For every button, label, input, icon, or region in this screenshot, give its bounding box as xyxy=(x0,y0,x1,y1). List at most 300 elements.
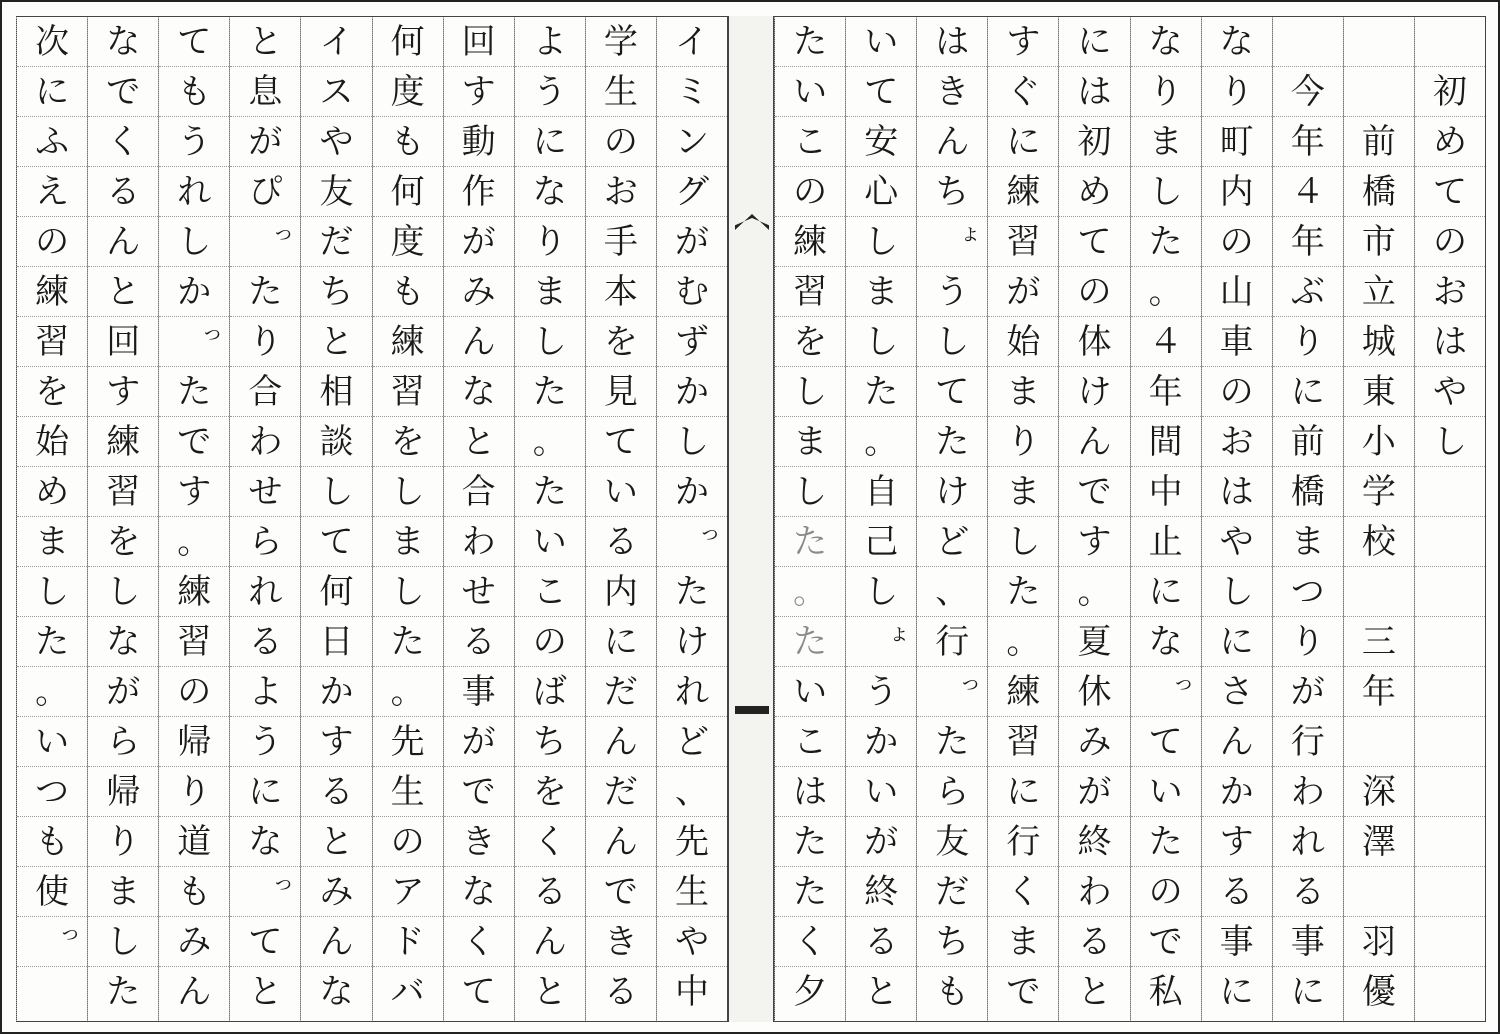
manuscript-cell: 習 xyxy=(988,217,1058,267)
manuscript-cell: る xyxy=(301,767,371,817)
manuscript-cell xyxy=(1344,867,1414,917)
manuscript-cell: は xyxy=(917,17,987,67)
manuscript-cell: む xyxy=(657,267,727,317)
manuscript-cell: り xyxy=(1202,67,1272,117)
manuscript-cell: と xyxy=(248,972,283,1012)
manuscript-cell: ふ xyxy=(17,117,87,167)
manuscript-cell: と xyxy=(230,17,300,67)
manuscript-cell: け xyxy=(917,467,987,517)
manuscript-cell: ん xyxy=(444,317,514,367)
manuscript-cell: た xyxy=(1131,817,1201,867)
manuscript-cell: ま xyxy=(515,267,585,317)
manuscript-cell: に xyxy=(17,67,87,117)
manuscript-cell xyxy=(1415,567,1485,617)
manuscript-cell: 練 xyxy=(17,267,87,317)
manuscript-cell: 城 xyxy=(1344,317,1414,367)
manuscript-cell: て xyxy=(230,917,300,967)
manuscript-cell: 。 xyxy=(846,417,916,467)
manuscript-cell: を xyxy=(88,517,158,567)
manuscript-cell: ん xyxy=(1202,717,1272,767)
manuscript-cell: で xyxy=(586,867,656,917)
manuscript-cell: て xyxy=(846,67,916,117)
manuscript-cell: も xyxy=(373,117,443,167)
manuscript-cell: し xyxy=(301,467,371,517)
manuscript-cell: に xyxy=(1202,617,1272,667)
manuscript-column xyxy=(1343,17,1414,1021)
manuscript-column xyxy=(1058,17,1129,1021)
manuscript-cell: 。 xyxy=(17,667,87,717)
manuscript-cell xyxy=(1415,467,1485,517)
manuscript-cell xyxy=(1415,667,1485,717)
manuscript-cell: 行 xyxy=(1273,717,1343,767)
manuscript-cell: こ xyxy=(775,717,845,767)
manuscript-cell: ち xyxy=(515,717,585,767)
manuscript-cell: は xyxy=(1059,67,1129,117)
manuscript-cell xyxy=(1344,17,1414,67)
manuscript-cell: 初 xyxy=(1415,67,1485,117)
manuscript-cell: 本 xyxy=(586,267,656,317)
manuscript-cell: を xyxy=(17,367,87,417)
manuscript-cell: 練 xyxy=(988,167,1058,217)
manuscript-cell: や xyxy=(1415,367,1485,417)
manuscript-cell: れ xyxy=(657,667,727,717)
manuscript-cell: し xyxy=(775,367,845,417)
manuscript-cell: し xyxy=(657,417,727,467)
manuscript-cell: ま xyxy=(988,367,1058,417)
manuscript-cell: が xyxy=(444,217,514,267)
manuscript-cell xyxy=(1344,717,1414,767)
manuscript-cell: い xyxy=(1131,767,1201,817)
manuscript-cell: た xyxy=(917,717,987,767)
manuscript-cell: も xyxy=(935,972,970,1012)
manuscript-cell: ん xyxy=(586,717,656,767)
manuscript-cell: 先 xyxy=(657,817,727,867)
manuscript-cell: つ xyxy=(17,767,87,817)
manuscript-cell: 習 xyxy=(159,617,229,667)
manuscript-cell: し xyxy=(917,317,987,367)
manuscript-cell: 練 xyxy=(988,667,1058,717)
manuscript-cell: 使 xyxy=(17,867,87,917)
manuscript-cell: 始 xyxy=(988,317,1058,367)
manuscript-cell: う xyxy=(917,267,987,317)
manuscript-cell: ス xyxy=(301,67,371,117)
manuscript-cell: が xyxy=(88,667,158,717)
manuscript-cell: た xyxy=(657,567,727,617)
manuscript-cell: 前 xyxy=(1344,117,1414,167)
manuscript-column xyxy=(229,17,300,1021)
manuscript-cell: り xyxy=(1131,67,1201,117)
manuscript-column xyxy=(158,17,229,1021)
manuscript-cell: っ xyxy=(230,867,300,917)
manuscript-cell: ４ xyxy=(1273,167,1343,217)
manuscript-cell: ま xyxy=(88,867,158,917)
manuscript-cell xyxy=(1415,817,1485,867)
manuscript-cell: 行 xyxy=(917,617,987,667)
manuscript-cell xyxy=(1415,17,1485,67)
manuscript-cell: 作 xyxy=(444,167,514,217)
manuscript-cell: 相 xyxy=(301,367,371,417)
manuscript-cell: の xyxy=(373,817,443,867)
manuscript-cell: し xyxy=(515,317,585,367)
manuscript-cell: る xyxy=(1202,867,1272,917)
manuscript-cell: ぴ xyxy=(230,167,300,217)
manuscript-cell: め xyxy=(17,467,87,517)
manuscript-cell: だ xyxy=(586,667,656,717)
manuscript-cell: グ xyxy=(657,167,727,217)
manuscript-cell: い xyxy=(17,717,87,767)
manuscript-cell: て xyxy=(301,517,371,567)
manuscript-cell: し xyxy=(846,317,916,367)
manuscript-cell: ま xyxy=(846,267,916,317)
manuscript-cell: す xyxy=(301,717,371,767)
manuscript-cell: る xyxy=(846,917,916,967)
manuscript-cell: し xyxy=(846,217,916,267)
manuscript-cell: 練 xyxy=(159,567,229,617)
manuscript-cell: 事 xyxy=(1273,917,1343,967)
manuscript-cell: ま xyxy=(1131,117,1201,167)
manuscript-cell: が xyxy=(444,717,514,767)
manuscript-cell: 中 xyxy=(1131,467,1201,517)
manuscript-cell: ょ xyxy=(846,617,916,667)
manuscript-cell: と xyxy=(301,317,371,367)
manuscript-cell: 心 xyxy=(846,167,916,217)
manuscript-cell: に xyxy=(1273,367,1343,417)
manuscript-cell: い xyxy=(846,17,916,67)
manuscript-cell: ど xyxy=(657,717,727,767)
manuscript-cell xyxy=(1273,17,1343,67)
manuscript-column xyxy=(443,17,514,1021)
manuscript-cell: 深 xyxy=(1344,767,1414,817)
manuscript-cell: よ xyxy=(515,17,585,67)
manuscript-cell xyxy=(1344,67,1414,117)
manuscript-cell: し xyxy=(17,567,87,617)
manuscript-cell: に xyxy=(1131,567,1201,617)
manuscript-cell: で xyxy=(1131,917,1201,967)
manuscript-cell: 優 xyxy=(1361,972,1396,1012)
manuscript-cell: が xyxy=(1273,667,1343,717)
manuscript-cell: ぐ xyxy=(988,67,1058,117)
manuscript-cell: い xyxy=(775,667,845,717)
manuscript-cell xyxy=(17,967,87,1017)
manuscript-cell: ま xyxy=(988,467,1058,517)
manuscript-cell: 私 xyxy=(1148,972,1183,1012)
manuscript-column xyxy=(1201,17,1272,1021)
manuscript-cell: に xyxy=(515,117,585,167)
manuscript-column xyxy=(987,17,1058,1021)
manuscript-cell: ま xyxy=(373,517,443,567)
manuscript-cell: ま xyxy=(988,917,1058,967)
manuscript-cell: っ xyxy=(917,667,987,717)
manuscript-cell xyxy=(1344,567,1414,617)
manuscript-cell: 。 xyxy=(775,567,845,617)
manuscript-cell: も xyxy=(159,867,229,917)
manuscript-cell: 練 xyxy=(373,317,443,367)
manuscript-cell: ど xyxy=(917,517,987,567)
manuscript-cell: な xyxy=(88,17,158,67)
manuscript-cell: 習 xyxy=(88,467,158,517)
manuscript-cell: お xyxy=(586,167,656,217)
manuscript-cell: っ xyxy=(159,317,229,367)
manuscript-column xyxy=(1414,17,1485,1021)
manuscript-cell: を xyxy=(373,417,443,467)
manuscript-cell: す xyxy=(159,467,229,517)
manuscript-cell: に xyxy=(230,767,300,817)
manuscript-cell: か xyxy=(1202,767,1272,817)
manuscript-cell: 友 xyxy=(917,817,987,867)
manuscript-cell: ば xyxy=(515,667,585,717)
manuscript-cell: っ xyxy=(230,217,300,267)
manuscript-cell: 。 xyxy=(1059,567,1129,617)
manuscript-cell: の xyxy=(159,667,229,717)
manuscript-cell: 終 xyxy=(1059,817,1129,867)
manuscript-cell: い xyxy=(515,517,585,567)
manuscript-cell: ら xyxy=(230,517,300,567)
manuscript-cell: 事 xyxy=(444,667,514,717)
manuscript-cell: に xyxy=(586,617,656,667)
manuscript-cell: 年 xyxy=(1344,667,1414,717)
manuscript-cell: の xyxy=(775,167,845,217)
manuscript-cell: る xyxy=(1273,867,1343,917)
manuscript-cell: し xyxy=(1415,417,1485,467)
manuscript-column xyxy=(1130,17,1201,1021)
manuscript-cell: ン xyxy=(657,117,727,167)
manuscript-cell: 道 xyxy=(159,817,229,867)
manuscript-cell: ん xyxy=(917,117,987,167)
manuscript-cell: る xyxy=(586,517,656,567)
manuscript-cell: 山 xyxy=(1202,267,1272,317)
manuscript-cell: り xyxy=(88,817,158,867)
binding-gutter xyxy=(728,16,774,1022)
manuscript-column xyxy=(87,17,158,1021)
manuscript-cell: で xyxy=(1006,972,1041,1012)
manuscript-cell: か xyxy=(846,717,916,767)
manuscript-cell: ま xyxy=(775,417,845,467)
manuscript-cell: 生 xyxy=(586,67,656,117)
manuscript-cell: で xyxy=(159,417,229,467)
manuscript-cell: た xyxy=(775,617,845,667)
manuscript-cell: 回 xyxy=(444,17,514,67)
manuscript-cell: わ xyxy=(1273,767,1343,817)
manuscript-cell: 安 xyxy=(846,117,916,167)
manuscript-cell: な xyxy=(88,617,158,667)
manuscript-cell xyxy=(1415,767,1485,817)
manuscript-cell: こ xyxy=(775,117,845,167)
manuscript-cell: 己 xyxy=(846,517,916,567)
manuscript-cell: 今 xyxy=(1273,67,1343,117)
manuscript-cell: ド xyxy=(373,917,443,967)
manuscript-column xyxy=(17,17,87,1021)
manuscript-cell: が xyxy=(1059,767,1129,817)
manuscript-cell: 間 xyxy=(1131,417,1201,467)
manuscript-cell: た xyxy=(775,867,845,917)
manuscript-cell: て xyxy=(917,367,987,417)
manuscript-cell: 習 xyxy=(988,717,1058,767)
manuscript-cell: て xyxy=(1131,717,1201,767)
manuscript-cell: た xyxy=(106,972,141,1012)
manuscript-cell: 談 xyxy=(301,417,371,467)
manuscript-cell: な xyxy=(1131,617,1201,667)
manuscript-cell: た xyxy=(917,417,987,467)
manuscript-cell: わ xyxy=(444,517,514,567)
manuscript-cell: 帰 xyxy=(159,717,229,767)
manuscript-cell: な xyxy=(230,817,300,867)
manuscript-cell: 小 xyxy=(1344,417,1414,467)
manuscript-cell: の xyxy=(586,117,656,167)
manuscript-cell: れ xyxy=(1273,817,1343,867)
manuscript-cell: る xyxy=(230,617,300,667)
manuscript-cell: 次 xyxy=(17,17,87,67)
manuscript-cell: 習 xyxy=(17,317,87,367)
manuscript-cell: し xyxy=(988,517,1058,567)
manuscript-cell: う xyxy=(846,667,916,717)
manuscript-cell: 回 xyxy=(88,317,158,367)
manuscript-cell: 始 xyxy=(17,417,87,467)
manuscript-cell: 練 xyxy=(88,417,158,467)
manuscript-cell xyxy=(1415,967,1485,1017)
manuscript-page-left xyxy=(16,16,728,1022)
chevron-up-icon xyxy=(735,214,769,230)
manuscript-cell: 市 xyxy=(1344,217,1414,267)
manuscript-cell: る xyxy=(88,167,158,217)
manuscript-cell: な xyxy=(1131,17,1201,67)
manuscript-cell: れ xyxy=(230,567,300,617)
manuscript-cell: め xyxy=(1415,117,1485,167)
manuscript-cell: た xyxy=(775,817,845,867)
manuscript-cell: っ xyxy=(657,517,727,567)
manuscript-cell: 動 xyxy=(444,117,514,167)
manuscript-cell: と xyxy=(864,972,899,1012)
manuscript-cell: き xyxy=(917,67,987,117)
manuscript-cell: を xyxy=(775,317,845,367)
manuscript-cell: る xyxy=(603,972,638,1012)
manuscript-cell: か xyxy=(159,267,229,317)
manuscript-cell: 、 xyxy=(657,767,727,817)
manuscript-cell: 三 xyxy=(1344,617,1414,667)
manuscript-cell: ん xyxy=(88,217,158,267)
manuscript-cell: ま xyxy=(17,517,87,567)
manuscript-cell: り xyxy=(159,767,229,817)
manuscript-cell: ち xyxy=(301,267,371,317)
manuscript-column xyxy=(1272,17,1343,1021)
manuscript-cell: 町 xyxy=(1202,117,1272,167)
manuscript-cell: る xyxy=(1059,917,1129,967)
manuscript-cell: つ xyxy=(1273,567,1343,617)
manuscript-cell: 行 xyxy=(988,817,1058,867)
manuscript-cell: に xyxy=(1059,17,1129,67)
manuscript-cell: 。 xyxy=(1131,267,1201,317)
manuscript-cell: 校 xyxy=(1344,517,1414,567)
manuscript-column xyxy=(300,17,371,1021)
manuscript-cell: か xyxy=(657,367,727,417)
manuscript-cell: た xyxy=(775,17,845,67)
manuscript-cell: 何 xyxy=(373,167,443,217)
manuscript-cell: 合 xyxy=(444,467,514,517)
manuscript-cell: さ xyxy=(1202,667,1272,717)
manuscript-cell: と xyxy=(444,417,514,467)
manuscript-cell: た xyxy=(846,367,916,417)
manuscript-cell: た xyxy=(988,567,1058,617)
manuscript-cell: て xyxy=(159,17,229,67)
manuscript-cell: は xyxy=(1202,467,1272,517)
manuscript-cell: 習 xyxy=(775,267,845,317)
manuscript-cell: 初 xyxy=(1059,117,1129,167)
manuscript-column xyxy=(656,17,727,1021)
manuscript-cell: ぶ xyxy=(1273,267,1343,317)
manuscript-cell: が xyxy=(230,117,300,167)
manuscript-cell: け xyxy=(1059,367,1129,417)
manuscript-cell: お xyxy=(1415,267,1485,317)
manuscript-column xyxy=(775,17,845,1021)
manuscript-cell: の xyxy=(17,217,87,267)
manuscript-cell: り xyxy=(1273,317,1343,367)
manuscript-cell: イ xyxy=(657,17,727,67)
manuscript-cell xyxy=(1415,917,1485,967)
manuscript-cell: 終 xyxy=(846,867,916,917)
manuscript-cell: と xyxy=(88,267,158,317)
manuscript-cell: 夕 xyxy=(793,972,828,1012)
manuscript-cell: く xyxy=(88,117,158,167)
manuscript-cell: た xyxy=(515,367,585,417)
manuscript-cell: の xyxy=(1202,367,1272,417)
manuscript-cell: 見 xyxy=(586,367,656,417)
manuscript-cell: ら xyxy=(88,717,158,767)
manuscript-cell: イ xyxy=(301,17,371,67)
manuscript-cell: が xyxy=(657,217,727,267)
manuscript-cell: 帰 xyxy=(88,767,158,817)
manuscript-cell: し xyxy=(88,917,158,967)
manuscript-cell: 東 xyxy=(1344,367,1414,417)
manuscript-cell: 自 xyxy=(846,467,916,517)
manuscript-cell: 年 xyxy=(1273,217,1343,267)
manuscript-cell xyxy=(1415,517,1485,567)
manuscript-cell: 橋 xyxy=(1273,467,1343,517)
manuscript-cell: し xyxy=(846,567,916,617)
manuscript-cell: し xyxy=(88,567,158,617)
manuscript-cell: 夏 xyxy=(1059,617,1129,667)
manuscript-cell: 休 xyxy=(1059,667,1129,717)
manuscript-cell: を xyxy=(586,317,656,367)
manuscript-cell: ん xyxy=(515,917,585,967)
manuscript-cell: り xyxy=(230,317,300,367)
manuscript-cell: ん xyxy=(301,917,371,967)
manuscript-cell: な xyxy=(444,867,514,917)
manuscript-cell: や xyxy=(657,917,727,967)
manuscript-cell: 学 xyxy=(1344,467,1414,517)
manuscript-cell: し xyxy=(775,467,845,517)
manuscript-cell: な xyxy=(444,367,514,417)
manuscript-cell: っ xyxy=(1131,667,1201,717)
manuscript-cell: た xyxy=(775,517,845,567)
manuscript-cell: た xyxy=(17,617,87,667)
manuscript-cell: た xyxy=(373,617,443,667)
manuscript-cell: が xyxy=(988,267,1058,317)
manuscript-cell: ち xyxy=(917,167,987,217)
manuscript-cell: 先 xyxy=(373,717,443,767)
manuscript-cell: た xyxy=(230,267,300,317)
manuscript-cell: ん xyxy=(586,817,656,867)
manuscript-cell: と xyxy=(301,817,371,867)
manuscript-cell: り xyxy=(515,217,585,267)
manuscript-cell: し xyxy=(159,217,229,267)
manuscript-cell: い xyxy=(586,467,656,517)
manuscript-cell: か xyxy=(301,667,371,717)
manuscript-cell: り xyxy=(1273,617,1343,667)
manuscript-cell: き xyxy=(586,917,656,967)
manuscript-cell: う xyxy=(159,117,229,167)
manuscript-cell: に xyxy=(1219,972,1254,1012)
manuscript-cell: ん xyxy=(177,972,212,1012)
manuscript-cell: く xyxy=(988,867,1058,917)
